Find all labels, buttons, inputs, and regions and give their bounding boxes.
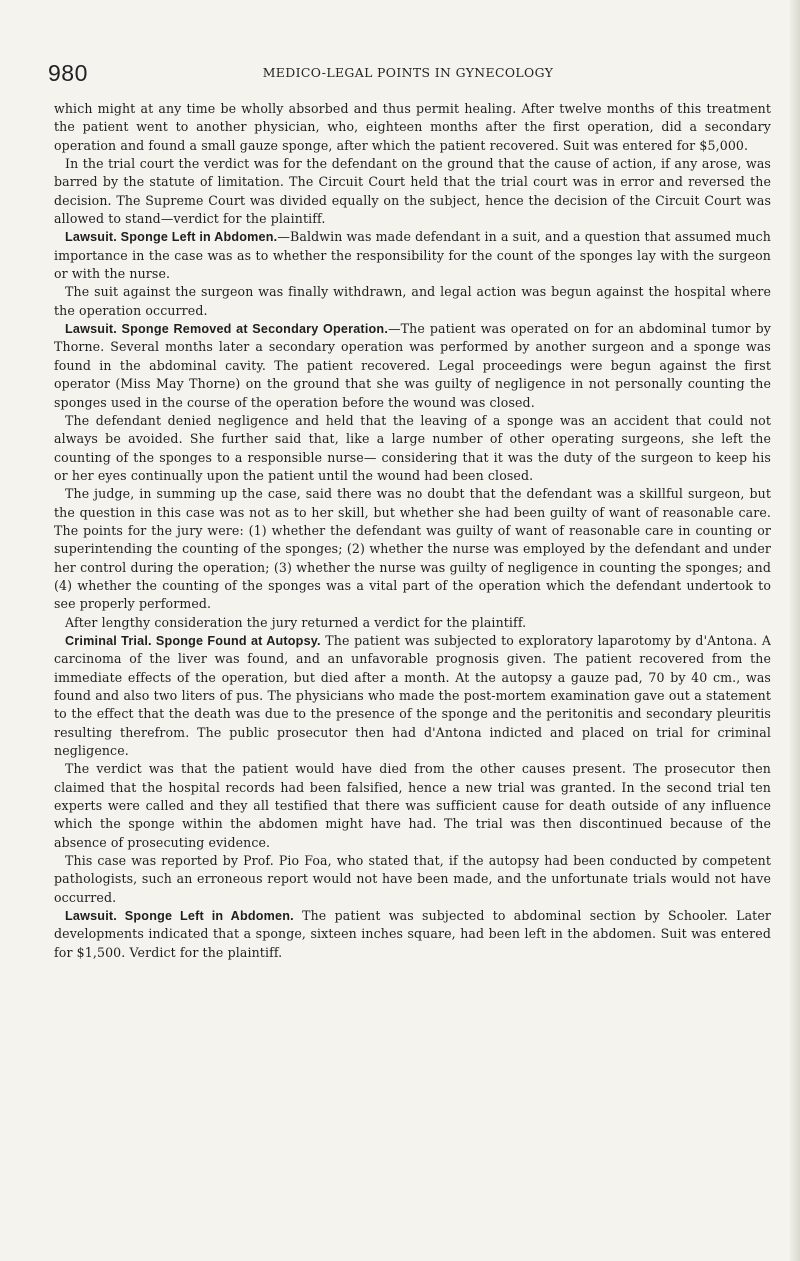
paragraph [54,485,771,613]
paragraph [54,320,771,412]
page-header [48,60,768,90]
paragraph [54,852,771,907]
paragraph [54,412,771,485]
run-in-heading: Lawsuit. Sponge Left in Abdomen. [65,230,278,245]
paragraph [54,283,771,320]
paragraph-text: The suit against the surgeon was finally withdrawn, and legal action was begun against the hospital where the operation occurred. [54,284,771,318]
run-in-heading: Lawsuit. Sponge Left in Abdomen. [65,909,294,924]
running-title: MEDICO-LEGAL POINTS IN GYNECOLOGY [262,65,554,80]
paragraph [54,228,771,283]
run-in-heading: Criminal Trial. Sponge Found at Autopsy. [65,633,321,648]
paragraph [54,632,771,760]
paragraph-text: The judge, in summing up the case, said there was no doubt that the defendant was a skillful surgeon, but the question in this case was not as to her skill, but whether she had been guilty of want of reasonable care. The points for the jury were: (1) whether the defendant was guilty of want of reasonable care in counting or superintending the counting of the sponges; (2) whether the nurse was employed by the defendant and under her control during the operation; (3) whether the nurse was guilty of negligence in counting the sponges; and (4) whether the counting of the sponges was a vital part of the operation which the defendant undertook to see properly performed. [54,486,771,612]
paragraph-text: The defendant denied negligence and held that the leaving of a sponge was an accident that could not always be avoided. She further said that, like a large number of other operating surgeons, she left the counting of the sponges to a responsible nurse— considering that it was the duty of the surgeon to keep his or her eyes continually upon the patient until the wound had been closed. [54,412,771,483]
paragraph-text: After lengthy consideration the jury returned a verdict for the plaintiff. [65,614,527,630]
paragraph-text: —Baldwin was made defendant in a suit, and a question that assumed much importance in the case was as to whether the responsibility for the count of the sponges lay with the surgeon or with the nurse. [54,229,772,282]
paragraph [54,907,771,962]
paragraph-text: The patient was subjected to exploratory laparotomy by d'Antona. A carcinoma of the liver was found, and an unfavorable prognosis given. The patient recovered from the immediate effects of the operation, but died after a month. At the autopsy a gauze pad, 70 by 40 cm., was found and also two liters of pus. The physicians who made the post-mortem examination gave out a statement to the effect that the death was due to the presence of the sponge and the peritonitis and secondary pleuritis resulting therefrom. The public prosecutor then had d'Antona indicted and placed on trial for criminal negligence. [54,632,771,759]
body-text [54,100,771,962]
paragraph [54,760,771,852]
paragraph-text: The patient was subjected to abdominal section by Schooler. Later developments indicated that a sponge, sixteen inches square, had been left in the abdomen. Suit was entered for $1,500. Verdict for the plaintiff. [54,908,772,960]
paragraph-text: This case was reported by Prof. Pio Foa, who stated that, if the autopsy had been conducted by competent pathologists, such an erroneous report would not have been made, and the unfortunate trials would not have occurred. [54,853,771,905]
paragraph [54,100,771,155]
page-edge-shadow [790,0,800,1261]
paragraph-text: which might at any time be wholly absorbed and thus permit healing. After twelve months of this treatment the patient went to another physician, who, eighteen months after the first operation, did a secondary operation and found a small gauze sponge, after which the patient recovered. Suit was entered for $5,000. [54,101,771,153]
paragraph-text: The verdict was that the patient would have died from the other causes present. The prosecutor then claimed that the hospital records had been falsified, hence a new trial was granted. In the second trial ten experts were called and they all testified that there was sufficient cause for death outside of any influence which the sponge within the abdomen might have had. The trial was then discontinued because of the absence of prosecuting evidence. [54,761,771,850]
paragraph [54,155,771,228]
page-number: 980 [48,60,88,86]
paragraph [54,614,771,632]
run-in-heading: Lawsuit. Sponge Removed at Secondary Operation. [65,322,389,337]
paragraph-text: —The patient was operated on for an abdominal tumor by Thorne. Several months later a secondary operation was performed by another surgeon and a sponge was found in the abdominal cavity. The patient recovered. Legal proceedings were begun against the first operator (Miss May Thorne) on the ground that she was guilty of negligence in not personally counting the sponges used in the course of the operation before the wound was closed. [54,321,771,410]
paragraph-text: In the trial court the verdict was for the defendant on the ground that the cause of action, if any arose, was barred by the statute of limitation. The Circuit Court held that the trial court was in error and reversed the decision. The Supreme Court was divided equally on the subject, hence the decision of the Circuit Court was allowed to stand—verdict for the plaintiff. [54,156,771,227]
